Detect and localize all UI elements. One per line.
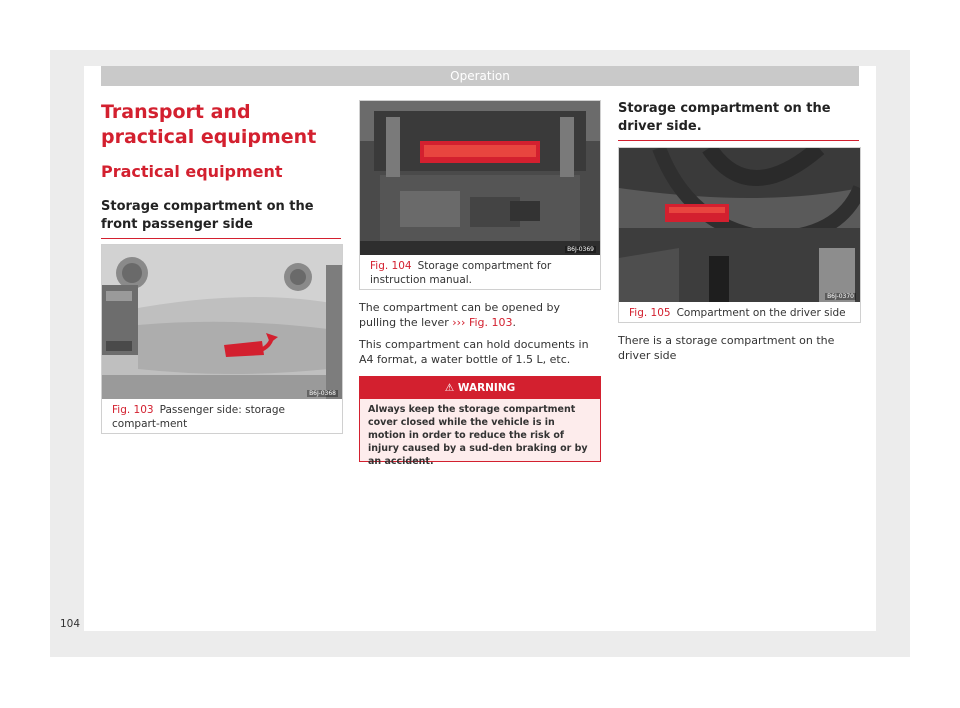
- warning-icon: ⚠: [444, 382, 455, 394]
- subsection-heading-passenger: Storage compartment on the front passenger side: [101, 198, 341, 239]
- paragraph-opening: [359, 300, 599, 330]
- page-number: 104: [60, 618, 81, 630]
- figure-103: [101, 244, 343, 434]
- figure-105-caption-text: Compartment on the driver side: [676, 307, 846, 319]
- figure-104-label: Fig. 104: [370, 260, 412, 272]
- figure-103-caption: [112, 403, 334, 431]
- chapter-title: Transport and practical equipment: [101, 101, 317, 148]
- figure-105-caption: [629, 306, 851, 320]
- figure-103-code: B6J-0368: [309, 390, 336, 397]
- figure-104: [359, 100, 601, 290]
- section-header: Operation: [101, 66, 859, 86]
- warning-box: [359, 376, 601, 467]
- warning-header: [360, 377, 600, 399]
- figure-104-caption: [370, 259, 592, 287]
- warning-title: WARNING: [457, 382, 516, 394]
- paragraph-opening-end: .: [512, 316, 516, 329]
- figure-105-image: [619, 148, 860, 302]
- figure-103-label: Fig. 103: [112, 404, 154, 416]
- figure-103-reference-link[interactable]: ››› Fig. 103: [452, 316, 513, 329]
- paragraph-opening-text: The compartment can be opened by pulling the lever: [359, 301, 560, 329]
- paragraph-driver: There is a storage compartment on the driver side: [618, 334, 835, 362]
- figure-105: [618, 147, 861, 323]
- figure-104-caption-text: Storage compartment for instruction manual.: [370, 260, 552, 286]
- figure-104-code: B6J-0369: [567, 246, 594, 253]
- figure-104-image: [360, 101, 600, 255]
- figure-103-image: [102, 245, 342, 399]
- section-title: Practical equipment: [101, 162, 283, 181]
- paragraph-capacity: This compartment can hold documents in A4 format, a water bottle of 1.5 L, etc.: [359, 338, 589, 366]
- figure-105-code: B6J-0370: [827, 293, 854, 300]
- subsection-heading-driver: Storage compartment on the driver side.: [618, 100, 859, 141]
- figure-105-label: Fig. 105: [629, 307, 671, 319]
- warning-text: Always keep the storage compartment cover closed while the vehicle is in motion in order to reduce the risk of injury caused by a sud-den braking or by an accident.: [368, 404, 588, 467]
- figure-103-caption-text: Passenger side: storage compart-ment: [112, 404, 285, 430]
